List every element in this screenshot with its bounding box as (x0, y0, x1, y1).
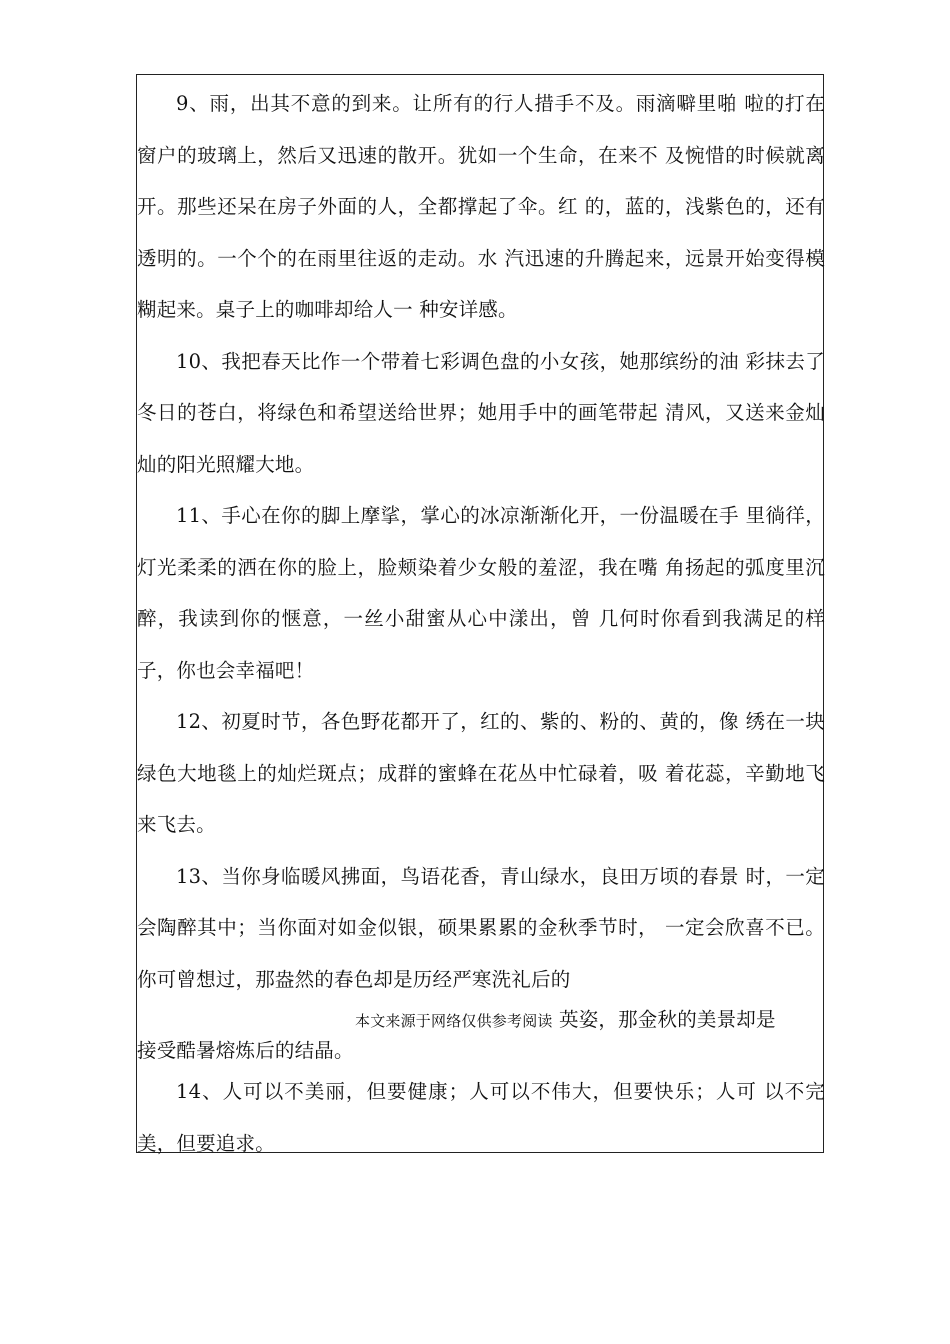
paragraph-12: 12、初夏时节，各色野花都开了，红的、紫的、粉的、黄的，像 绣在一块绿色大地毯上的灿烂斑点；成群的蜜蜂在花丛中忙碌着，吸 着花蕊，辛勤地飞来飞去。 (137, 710, 825, 836)
paragraph-9: 9、雨，出其不意的到来。让所有的行人措手不及。雨滴噼里啪 啦的打在窗户的玻璃上，然后又迅速的散开。犹如一个生命，在来不 及惋惜的时候就离开。那些还呆在房子外面的人，全都撑起了伞。红 的，蓝的，浅紫色的，还有透明的。一个个的在雨里往返的走动。水 汽迅速的升腾起来，远景开始变得模糊起来。桌子上的咖啡却给人一 种安详感。 (137, 92, 825, 321)
paragraph-14: 14、人可以不美丽，但要健康；人可以不伟大，但要快乐；人可 以不完美，但要追求。 (137, 1080, 825, 1155)
paragraph-13-end: 接受酷暑熔炼后的结晶。 (137, 1039, 354, 1062)
document-content (137, 78, 825, 1169)
paragraph-11: 11、手心在你的脚上摩挲，掌心的冰凉渐渐化开，一份温暖在手 里徜徉，灯光柔柔的洒在你的脸上，脸颊染着少女般的羞涩，我在嘴 角扬起的弧度里沉醉，我读到你的惬意，一丝小甜蜜从心中漾出，曾 几何时你看到我满足的样子，你也会幸福吧！ (137, 504, 825, 682)
paragraph-10: 10、我把春天比作一个带着七彩调色盘的小女孩，她那缤纷的油 彩抹去了冬日的苍白，将绿色和希望送给世界；她用手中的画笔带起 清风，又送来金灿灿的阳光照耀大地。 (137, 349, 825, 476)
source-note: 本文来源于网络仅供参考阅读 (355, 1012, 553, 1030)
paragraph-13: 13、当你身临暖风拂面，鸟语花香，青山绿水，良田万顷的春景 时，一定会陶醉其中；当你面对如金似银，硕果累累的金秋季节时， 一定会欣喜不已。你可曾想过，那盎然的春色却是历经严寒洗礼后的 (137, 864, 825, 991)
paragraph-13-continuation: 英姿，那金秋的美景却是 (552, 1008, 776, 1031)
source-note-line (137, 1005, 825, 1036)
